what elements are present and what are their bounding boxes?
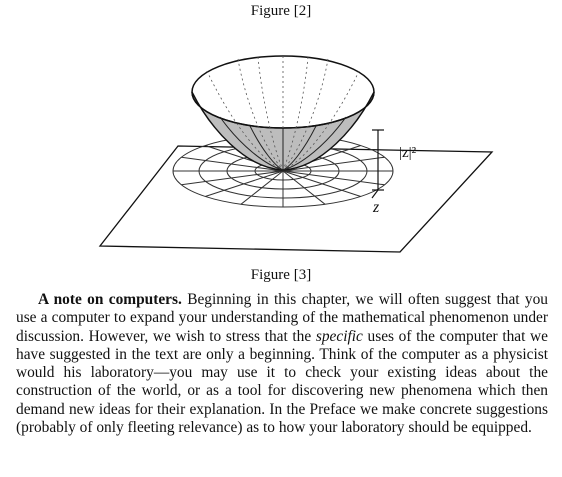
modulus-label: |z|²	[399, 145, 417, 161]
figure-3-caption: Figure [3]	[250, 267, 312, 283]
note-paragraph	[16, 291, 548, 437]
note-lead: A note on computers.	[38, 291, 182, 308]
polar-ray	[283, 171, 361, 197]
height-indicator	[372, 130, 384, 198]
note-text-1: Beginning in this chapter, we will often suggest that you use a computer to expand your understanding of the mathematical phenomenon under discussion. However, we wish to stress that the	[16, 291, 548, 345]
note-italic-word: specific	[315, 327, 363, 345]
polar-ray	[205, 171, 283, 197]
figure-2-caption: Figure [2]	[250, 3, 312, 19]
note-text-2: uses of the computer that we have suggested in the text are only a beginning. Think of the computer as a physicist would his laboratory—you may use it to check your existing ideas about the construction of the world, or as a tool for discovering new phenomena which then demand new ideas for their explanation. In the Preface we make concrete suggestions (probably of only fleeting relevance) as to how your laboratory should be equipped.	[16, 327, 548, 437]
z-label: z	[373, 199, 380, 216]
